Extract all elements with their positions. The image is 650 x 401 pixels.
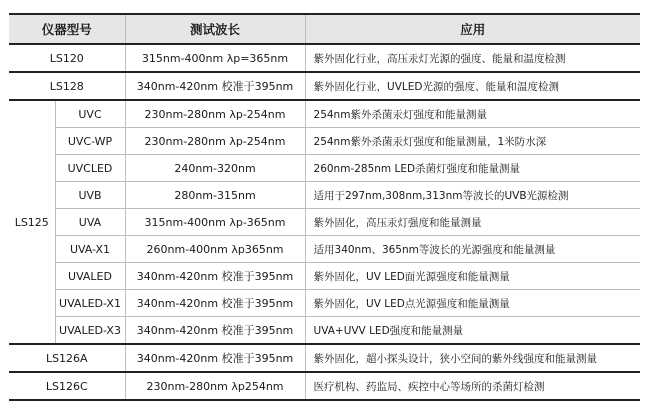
- header-application: 应用: [305, 14, 640, 44]
- model-cell: UVA: [55, 209, 125, 236]
- table-row: [9, 290, 640, 317]
- model-cell: UVC: [55, 100, 125, 128]
- table-row: [9, 182, 640, 209]
- application-cell: 适用于297nm,308nm,313nm等波长的UVB光源检测: [305, 182, 640, 209]
- model-cell: UVCLED: [55, 155, 125, 182]
- model-cell: LS126A: [9, 344, 125, 372]
- table-row: [9, 72, 640, 100]
- model-cell: UVC-WP: [55, 128, 125, 155]
- group-model-cell-ls125: LS125: [9, 100, 55, 344]
- application-cell: 紫外固化，UV LED面光源强度和能量测量: [305, 263, 640, 290]
- header-wavelength: 测试波长: [125, 14, 305, 44]
- wavelength-cell: 315nm-400nm λp-365nm: [125, 209, 305, 236]
- wavelength-cell: 240nm-320nm: [125, 155, 305, 182]
- table-row: [9, 128, 640, 155]
- wavelength-cell: 340nm-420nm 校准于395nm: [125, 72, 305, 100]
- table-row: [9, 317, 640, 345]
- table-row: [9, 236, 640, 263]
- model-cell: LS128: [9, 72, 125, 100]
- model-cell: UVALED-X1: [55, 290, 125, 317]
- application-cell: 紫外固化，UV LED点光源强度和能量测量: [305, 290, 640, 317]
- model-cell: UVB: [55, 182, 125, 209]
- application-cell: 紫外固化行业，高压汞灯光源的强度、能量和温度检测: [305, 44, 640, 72]
- table-row: [9, 344, 640, 372]
- model-cell: LS120: [9, 44, 125, 72]
- table-row: [9, 209, 640, 236]
- table-row: [9, 44, 640, 72]
- application-cell: 紫外固化，高压汞灯强度和能量测量: [305, 209, 640, 236]
- application-cell: 医疗机构、药监局、疾控中心等场所的杀菌灯检测: [305, 372, 640, 400]
- model-cell: UVA-X1: [55, 236, 125, 263]
- wavelength-cell: 315nm-400nm λp=365nm: [125, 44, 305, 72]
- wavelength-cell: 280nm-315nm: [125, 182, 305, 209]
- wavelength-cell: 230nm-280nm λp254nm: [125, 372, 305, 400]
- application-cell: 紫外固化行业，UVLED光源的强度、能量和温度检测: [305, 72, 640, 100]
- wavelength-cell: 340nm-420nm 校准于395nm: [125, 344, 305, 372]
- model-cell: LS126C: [9, 372, 125, 400]
- wavelength-cell: 230nm-280nm λp-254nm: [125, 100, 305, 128]
- application-cell: UVA+UVV LED强度和能量测量: [305, 317, 640, 345]
- model-cell: UVALED-X3: [55, 317, 125, 345]
- application-cell: 260nm-285nm LED杀菌灯强度和能量测量: [305, 155, 640, 182]
- table-row: [9, 263, 640, 290]
- application-cell: 254nm紫外杀菌汞灯强度和能量测量: [305, 100, 640, 128]
- header-model: 仪器型号: [9, 14, 125, 44]
- wavelength-cell: 230nm-280nm λp-254nm: [125, 128, 305, 155]
- application-cell: 254nm紫外杀菌汞灯强度和能量测量，1米防水深: [305, 128, 640, 155]
- wavelength-cell: 340nm-420nm 校准于395nm: [125, 263, 305, 290]
- instrument-spec-table: [9, 13, 640, 401]
- wavelength-cell: 340nm-420nm 校准于395nm: [125, 290, 305, 317]
- table-row: [9, 155, 640, 182]
- wavelength-cell: 340nm-420nm 校准于395nm: [125, 317, 305, 345]
- model-cell: UVALED: [55, 263, 125, 290]
- application-cell: 紫外固化，超小探头设计，狭小空间的紫外线强度和能量测量: [305, 344, 640, 372]
- wavelength-cell: 260nm-400nm λp365nm: [125, 236, 305, 263]
- table-row: [9, 372, 640, 400]
- table-row: [9, 100, 640, 128]
- table-header-row: [9, 14, 640, 44]
- application-cell: 适用340nm、365nm等波长的光源强度和能量测量: [305, 236, 640, 263]
